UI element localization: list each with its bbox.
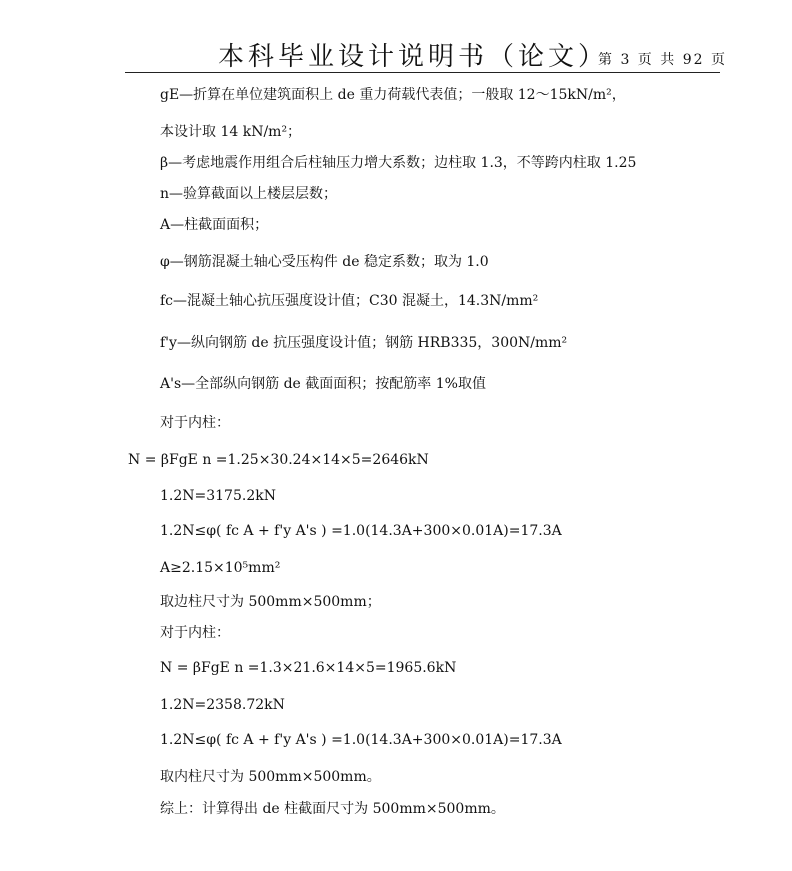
text-line: A's—全部纵向钢筋 de 截面面积；按配筋率 1%取值 — [160, 376, 486, 392]
formula-line: 1.2N≤φ( fc A + f'y A's ) =1.0(14.3A+300×0.01A)=17.3A — [160, 523, 562, 539]
formula-line: N = βFgE n =1.3×21.6×14×5=1965.6kN — [160, 660, 457, 676]
page-number-info: 第 3 页 共 92 页 — [598, 52, 727, 68]
text-line: fc—混凝土轴心抗压强度设计值；C30 混凝土，14.3N/mm² — [160, 293, 539, 309]
formula-line: 1.2N≤φ( fc A + f'y A's ) =1.0(14.3A+300×0.01A)=17.3A — [160, 732, 562, 748]
text-line: A—柱截面面积； — [160, 217, 269, 233]
header-rule — [125, 72, 720, 73]
text-line: gE—折算在单位建筑面积上 de 重力荷载代表值；一般取 12～15kN/m²， — [160, 87, 626, 103]
text-line: n—验算截面以上楼层层数； — [160, 186, 338, 202]
text-line: 本设计取 14 kN/m²； — [160, 124, 302, 140]
formula-line: A≥2.15×10⁵mm² — [160, 560, 281, 576]
text-line: 取内柱尺寸为 500mm×500mm。 — [160, 769, 381, 785]
formula-line: N = βFgE n =1.25×30.24×14×5=2646kN — [128, 452, 429, 468]
text-line: β—考虑地震作用组合后柱轴压力增大系数；边柱取 1.3，不等跨内柱取 1.25 — [160, 155, 637, 171]
text-line: 对于内柱： — [160, 415, 230, 431]
document-title: 本科毕业设计说明书（论文） — [218, 42, 609, 72]
formula-line: 1.2N=2358.72kN — [160, 697, 285, 713]
text-line: f'y—纵向钢筋 de 抗压强度设计值；钢筋 HRB335，300N/mm² — [160, 335, 568, 351]
text-line: φ—钢筋混凝土轴心受压构件 de 稳定系数；取为 1.0 — [160, 254, 489, 270]
text-line: 对于内柱： — [160, 625, 230, 641]
formula-line: 1.2N=3175.2kN — [160, 488, 276, 504]
page-header — [0, 0, 792, 80]
text-line: 取边柱尺寸为 500mm×500mm； — [160, 594, 381, 610]
text-line: 综上：计算得出 de 柱截面尺寸为 500mm×500mm。 — [160, 801, 505, 817]
